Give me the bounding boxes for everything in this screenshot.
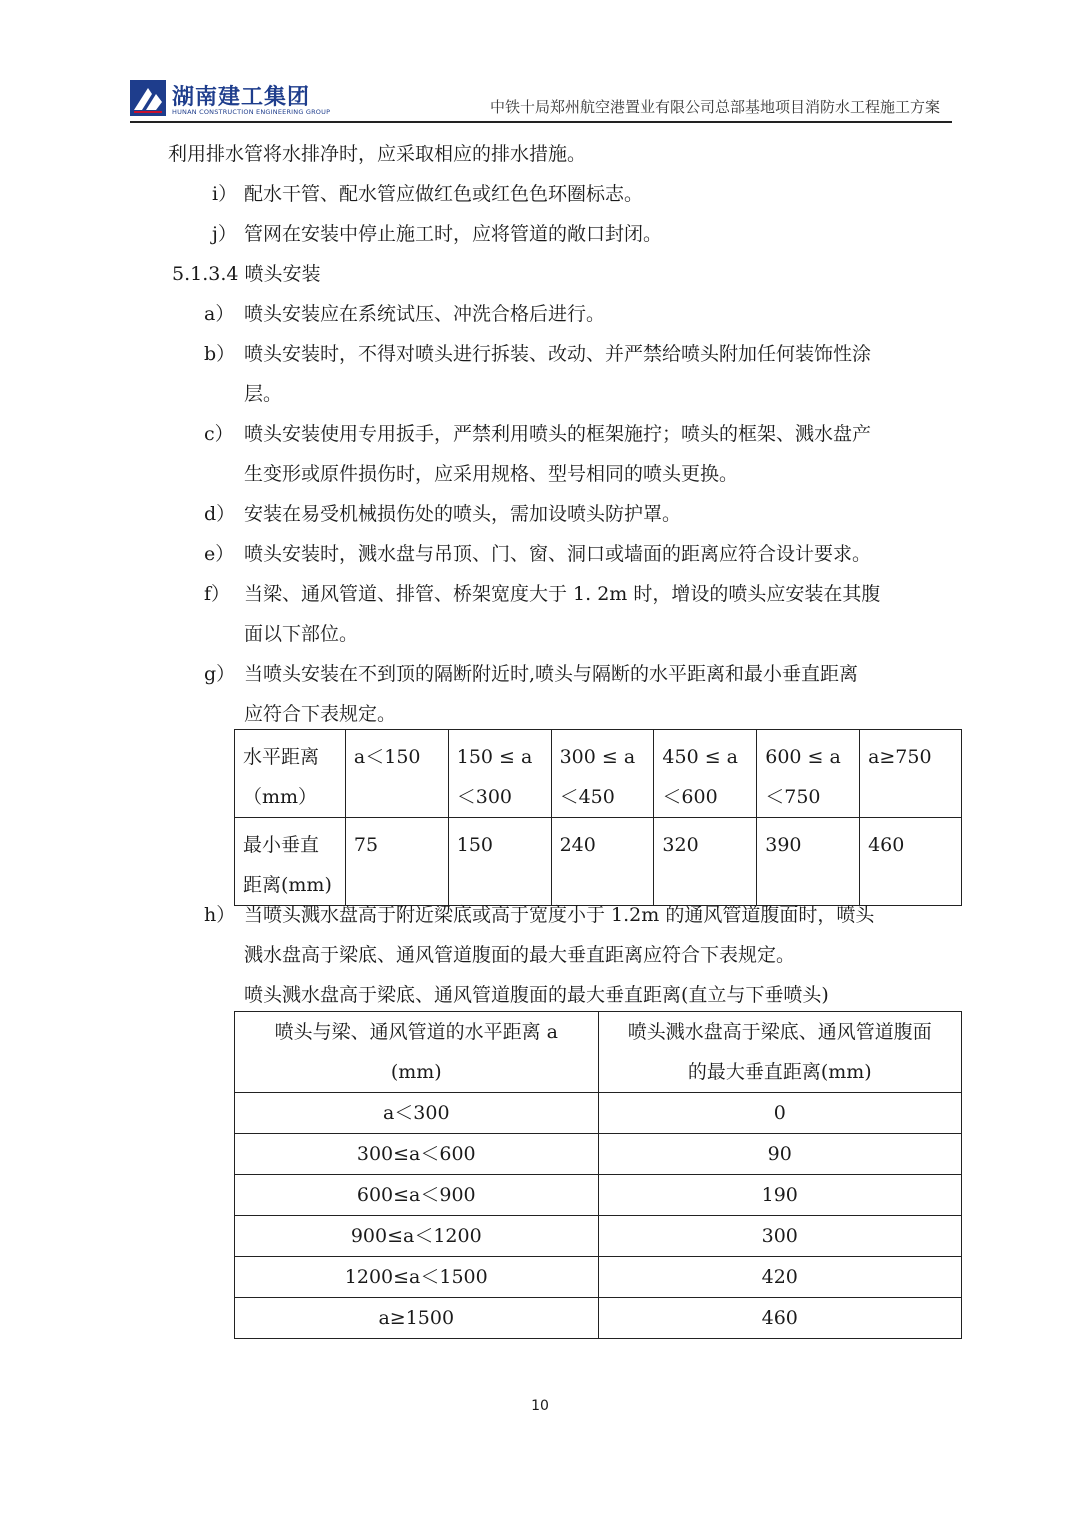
cell-text: 75 xyxy=(353,834,379,856)
item-h-marker: h） xyxy=(204,904,236,926)
table-cell: 0 xyxy=(598,1093,961,1134)
item-b-text-2: 层。 xyxy=(244,383,283,405)
table-header-row xyxy=(235,1012,962,1093)
item-j-marker: j） xyxy=(212,223,237,245)
document-title: 中铁十局郑州航空港置业有限公司总部基地项目消防水工程施工方案 xyxy=(489,98,940,116)
table-cell xyxy=(551,818,654,906)
table-cell xyxy=(654,818,757,906)
table-cell xyxy=(757,730,860,818)
table-cell xyxy=(448,730,551,818)
header-divider xyxy=(130,121,952,123)
item-a-marker: a） xyxy=(204,303,235,325)
logo-chinese-name: 湖南建工集团 xyxy=(172,85,311,110)
table-cell: 900≤a＜1200 xyxy=(235,1216,599,1257)
item-h-text-2: 溅水盘高于梁底、通风管道腹面的最大垂直距离应符合下表规定。 xyxy=(244,944,796,966)
cell-text: a＜150 xyxy=(353,746,421,768)
table-row xyxy=(235,1257,962,1298)
row-label-line: 水平距离 xyxy=(243,746,320,768)
page-number: 10 xyxy=(531,1398,549,1414)
item-b-marker: b） xyxy=(204,343,236,365)
cell-text: 390 xyxy=(765,834,802,856)
cell-text: 450 ≤ a xyxy=(662,746,738,768)
table-cell xyxy=(860,730,962,818)
section-title: 5.1.3.4 喷头安装 xyxy=(172,263,321,285)
cell-text: ＜750 xyxy=(765,786,821,808)
table-cell: 600≤a＜900 xyxy=(235,1175,599,1216)
column-header-line: 喷头溅水盘高于梁底、通风管道腹面 xyxy=(627,1021,932,1043)
item-g-marker: g） xyxy=(204,663,236,685)
table-cell xyxy=(345,818,448,906)
column-header-line: 的最大垂直距离(mm) xyxy=(687,1061,872,1083)
table-cell xyxy=(448,818,551,906)
table-cell: 460 xyxy=(598,1298,961,1339)
table-cell: 190 xyxy=(598,1175,961,1216)
page-header xyxy=(130,78,952,122)
table-row xyxy=(235,1093,962,1134)
item-e-text: 喷头安装时，溅水盘与吊顶、门、窗、洞口或墙面的距离应符合设计要求。 xyxy=(244,543,872,565)
table2-caption: 喷头溅水盘高于梁底、通风管道腹面的最大垂直距离(直立与下垂喷头) xyxy=(244,984,829,1006)
table-row xyxy=(235,1175,962,1216)
item-h-text-1: 当喷头溅水盘高于附近梁底或高于宽度小于 1.2m 的通风管道腹面时，喷头 xyxy=(244,904,875,926)
logo-mark-icon xyxy=(130,80,166,116)
column-header-line: (mm) xyxy=(390,1061,442,1083)
row-label-line: 距离(mm) xyxy=(243,874,332,896)
table-row xyxy=(235,1298,962,1339)
cell-text: 460 xyxy=(868,834,905,856)
item-f-text-2: 面以下部位。 xyxy=(244,623,359,645)
table-cell: 1200≤a＜1500 xyxy=(235,1257,599,1298)
table-cell xyxy=(345,730,448,818)
item-d-text: 安装在易受机械损伤处的喷头，需加设喷头防护罩。 xyxy=(244,503,682,525)
cell-text: ＜300 xyxy=(456,786,513,808)
row-label-line: 最小垂直 xyxy=(243,834,320,856)
table-cell xyxy=(757,818,860,906)
table-cell xyxy=(654,730,757,818)
cell-text: ＜600 xyxy=(662,786,718,808)
item-a-text: 喷头安装应在系统试压、冲洗合格后进行。 xyxy=(244,303,606,325)
item-g-text-1: 当喷头安装在不到顶的隔断附近时,喷头与隔断的水平距离和最小垂直距离 xyxy=(244,663,859,685)
table-cell: a≥1500 xyxy=(235,1298,599,1339)
table-max-vertical-distance xyxy=(234,1011,962,1339)
item-e-marker: e） xyxy=(204,543,235,565)
cell-text: 150 xyxy=(456,834,494,856)
table-row xyxy=(235,818,962,906)
item-c-text-1: 喷头安装使用专用扳手，严禁利用喷头的框架施拧；喷头的框架、溅水盘产 xyxy=(244,423,872,445)
table-row xyxy=(235,1134,962,1175)
row-label xyxy=(235,818,346,906)
cell-text: 300 ≤ a xyxy=(559,746,636,768)
item-j-text: 管网在安装中停止施工时，应将管道的敞口封闭。 xyxy=(244,223,663,245)
cell-text: a≥750 xyxy=(868,746,932,768)
item-i-marker: i） xyxy=(212,183,238,205)
item-f-text-1: 当梁、通风管道、排管、桥架宽度大于 1. 2m 时，增设的喷头应安装在其腹 xyxy=(244,583,881,605)
table-cell xyxy=(860,818,962,906)
item-c-marker: c） xyxy=(204,423,234,445)
row-label-line: （mm） xyxy=(243,786,318,808)
cell-text: ＜450 xyxy=(559,786,615,808)
item-i-text: 配水干管、配水管应做红色或红色色环圈标志。 xyxy=(244,183,644,205)
cell-text: 240 xyxy=(559,834,596,856)
table-row xyxy=(235,730,962,818)
table-cell: 420 xyxy=(598,1257,961,1298)
company-logo xyxy=(130,78,330,120)
intro-line: 利用排水管将水排净时，应采取相应的排水措施。 xyxy=(168,143,587,165)
column-header-line: 喷头与梁、通风管道的水平距离 a xyxy=(274,1021,558,1043)
table-cell xyxy=(551,730,654,818)
logo-english-name: HUNAN CONSTRUCTION ENGINEERING GROUP xyxy=(172,108,331,116)
item-c-text-2: 生变形或原件损伤时，应采用规格、型号相同的喷头更换。 xyxy=(244,463,739,485)
column-header xyxy=(235,1012,599,1093)
cell-text: 600 ≤ a xyxy=(765,746,841,768)
table-cell: 300≤a＜600 xyxy=(235,1134,599,1175)
table-cell: 300 xyxy=(598,1216,961,1257)
row-label xyxy=(235,730,346,818)
item-b-text-1: 喷头安装时，不得对喷头进行拆装、改动、并严禁给喷头附加任何装饰性涂 xyxy=(244,343,872,365)
table-cell: a＜300 xyxy=(235,1093,599,1134)
table-row xyxy=(235,1216,962,1257)
table-min-vertical-distance xyxy=(234,729,962,906)
item-f-marker: f） xyxy=(204,583,231,605)
table-cell: 90 xyxy=(598,1134,961,1175)
cell-text: 150 ≤ a xyxy=(456,746,533,768)
item-d-marker: d） xyxy=(204,503,236,525)
column-header xyxy=(598,1012,961,1093)
item-g-text-2: 应符合下表规定。 xyxy=(244,703,397,725)
cell-text: 320 xyxy=(662,834,699,856)
